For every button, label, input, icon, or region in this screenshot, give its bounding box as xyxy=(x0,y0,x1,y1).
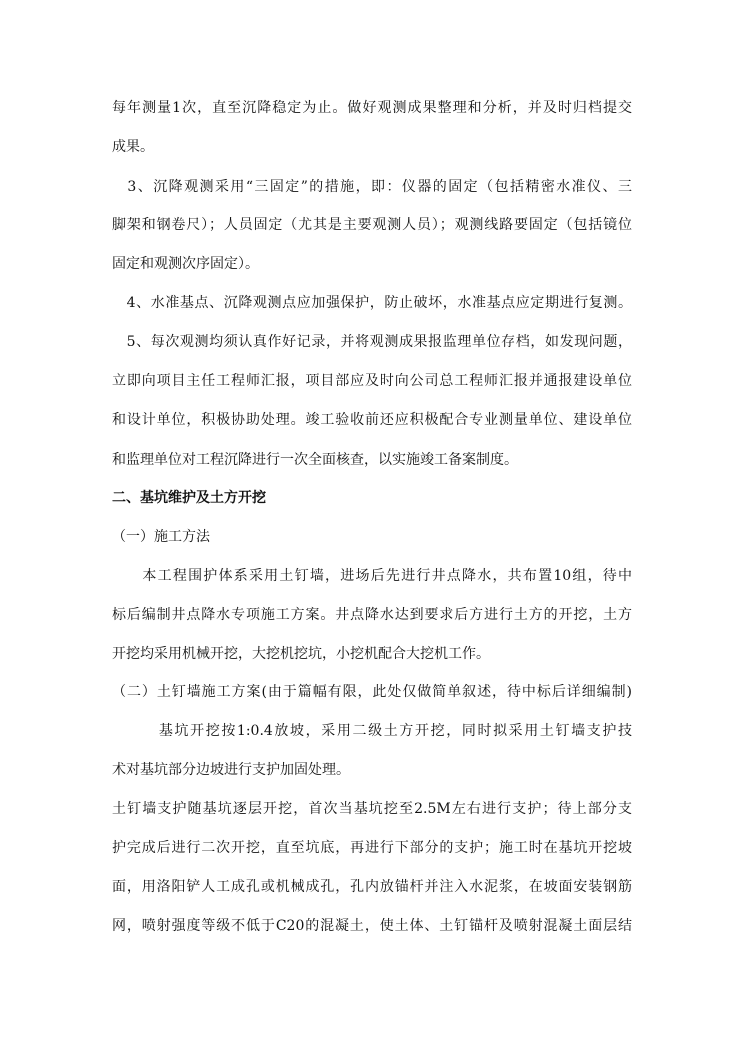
text-line: 每年测量1次，直至沉降稳定为止。做好观测成果整理和分析，并及时归档提交 xyxy=(112,100,632,116)
text-line: （一）施工方法 xyxy=(112,529,210,545)
text-line: 固定和观测次序固定）。 xyxy=(112,256,259,272)
text-line: 5、每次观测均须认真作好记录，并将观测成果报监理单位存档，如发现问题， xyxy=(112,334,632,350)
text-line: 和监理单位对工程沉降进行一次全面核查，以实施竣工备案制度。 xyxy=(112,452,518,468)
text-line: 成果。 xyxy=(112,139,154,155)
text-line: 网，喷射强度等级不低于C20的混凝土，使土体、土钉锚杆及喷射混凝土面层结 xyxy=(112,918,632,934)
text-line: （二）土钉墙施工方案(由于篇幅有限，此处仅做简单叙述，待中标后详细编制) xyxy=(112,684,632,700)
text-line: 护完成后进行二次开挖，直至坑底，再进行下部分的支护；施工时在基坑开挖坡 xyxy=(112,840,632,856)
text-line: 和设计单位，积极协助处理。竣工验收前还应积极配合专业测量单位、建设单位 xyxy=(112,412,632,428)
text-line: 本工程围护体系采用土钉墙，进场后先进行井点降水，共布置10组，待中 xyxy=(112,568,632,584)
text-line: 立即向项目主任工程师汇报，项目部应及时向公司总工程师汇报并通报建设单位 xyxy=(112,373,632,389)
text-line: 开挖均采用机械开挖，大挖机挖坑，小挖机配合大挖机工作。 xyxy=(112,646,490,662)
text-line: 3、沉降观测采用“三固定”的措施，即：仪器的固定（包括精密水准仪、三 xyxy=(112,179,632,195)
text-line: 标后编制井点降水专项施工方案。井点降水达到要求后方进行土方的开挖，土方 xyxy=(112,607,632,623)
section-heading: 二、基坑维护及土方开挖 xyxy=(112,490,266,506)
text-line: 脚架和钢卷尺）；人员固定（尤其是主要观测人员）；观测线路要固定（包括镜位 xyxy=(112,217,632,233)
text-line: 术对基坑部分边坡进行支护加固处理。 xyxy=(112,762,350,778)
text-line: 面，用洛阳铲人工成孔或机械成孔，孔内放锚杆并注入水泥浆，在坡面安装钢筋 xyxy=(112,879,632,895)
text-line: 土钉墙支护随基坑逐层开挖，首次当基坑挖至2.5M左右进行支护；待上部分支 xyxy=(112,801,632,817)
text-line: 基坑开挖按1:0.4放坡，采用二级土方开挖，同时拟采用土钉墙支护技 xyxy=(112,723,632,739)
text-line: 4、水准基点、沉降观测点应加强保护，防止破坏，水准基点应定期进行复测。 xyxy=(112,295,632,311)
